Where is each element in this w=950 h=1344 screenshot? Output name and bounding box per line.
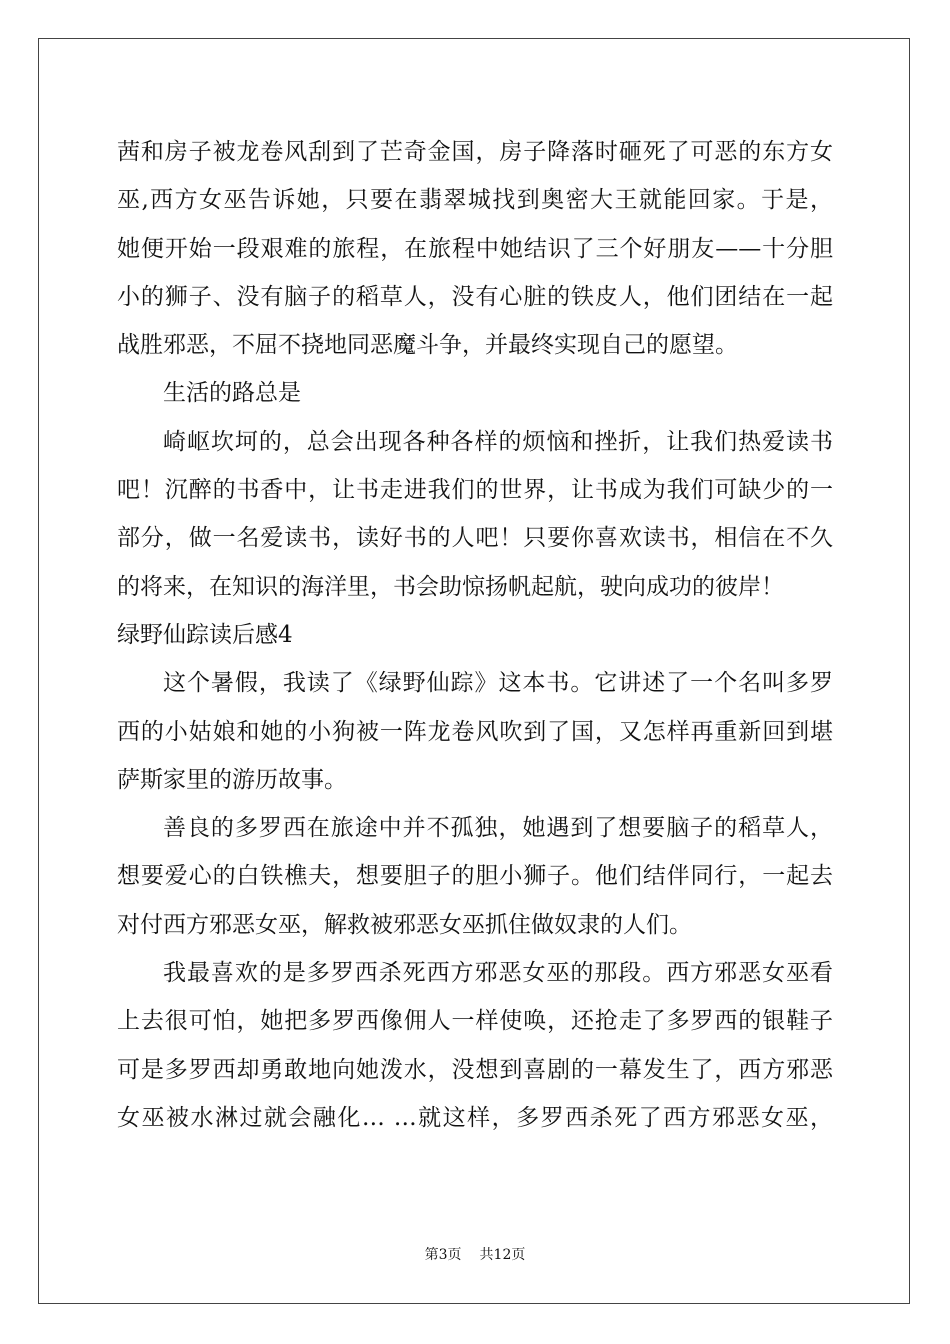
- text-line: 茜和房子被龙卷风刮到了芒奇金国，房子降落时砸死了可恶的东方女: [117, 139, 833, 165]
- text-line: 女巫被水淋过就会融化… …就这样，多罗西杀死了西方邪恶女巫，: [117, 1104, 833, 1131]
- text-line: 部分，做一名爱读书，读好书的人吧！只要你喜欢读书，相信在不久: [117, 525, 833, 552]
- text-line: 善良的多罗西在旅途中并不孤独，她遇到了想要脑子的稻草人，: [163, 815, 833, 842]
- text-line: 想要爱心的白铁樵夫，想要胆子的胆小狮子。他们结伴同行，一起去: [117, 863, 833, 890]
- text-line: 吧！沉醉的书香中，让书走进我们的世界，让书成为我们可缺少的一: [117, 477, 833, 504]
- document-body: [117, 128, 833, 1142]
- text-line: 小的狮子、没有脑子的稻草人，没有心脏的铁皮人，他们团结在一起: [117, 283, 833, 310]
- text-line: 战胜邪恶，不屈不挠地同恶魔斗争，并最终实现自己的愿望。: [117, 332, 738, 359]
- text-line: 我最喜欢的是多罗西杀死西方邪恶女巫的那段。西方邪恶女巫看: [163, 960, 833, 987]
- text-line: 的将来，在知识的海洋里，书会助惊扬帆起航，驶向成功的彼岸！: [117, 573, 784, 600]
- section-heading: 绿野仙踪读后感4: [117, 621, 293, 648]
- page-footer: [0, 1245, 950, 1265]
- text-line: 崎岖坎坷的，总会出现各种各样的烦恼和挫折，让我们热爱读书: [163, 428, 833, 455]
- text-line: 生活的路总是: [163, 380, 301, 407]
- page-total: 共12页: [479, 1247, 526, 1263]
- text-line: 她便开始一段艰难的旅程，在旅程中她结识了三个好朋友——十分胆: [117, 235, 833, 262]
- text-line: 西的小姑娘和她的小狗被一阵龙卷风吹到了国，又怎样再重新回到堪: [117, 718, 833, 745]
- text-line: 对付西方邪恶女巫，解救被邪恶女巫抓住做奴隶的人们。: [117, 911, 692, 938]
- text-line: 这个暑假，我读了《绿野仙踪》这本书。它讲述了一个名叫多罗: [163, 670, 833, 697]
- text-line: 上去很可怕，她把多罗西像佣人一样使唤，还抢走了多罗西的银鞋子: [117, 1008, 833, 1035]
- text-line: 萨斯家里的游历故事。: [117, 766, 347, 793]
- text-line: 可是多罗西却勇敢地向她泼水，没想到喜剧的一幕发生了，西方邪恶: [117, 1056, 833, 1083]
- text-line: 巫,西方女巫告诉她，只要在翡翠城找到奥密大王就能回家。于是，: [117, 187, 833, 214]
- page-number: 第3页: [424, 1247, 462, 1263]
